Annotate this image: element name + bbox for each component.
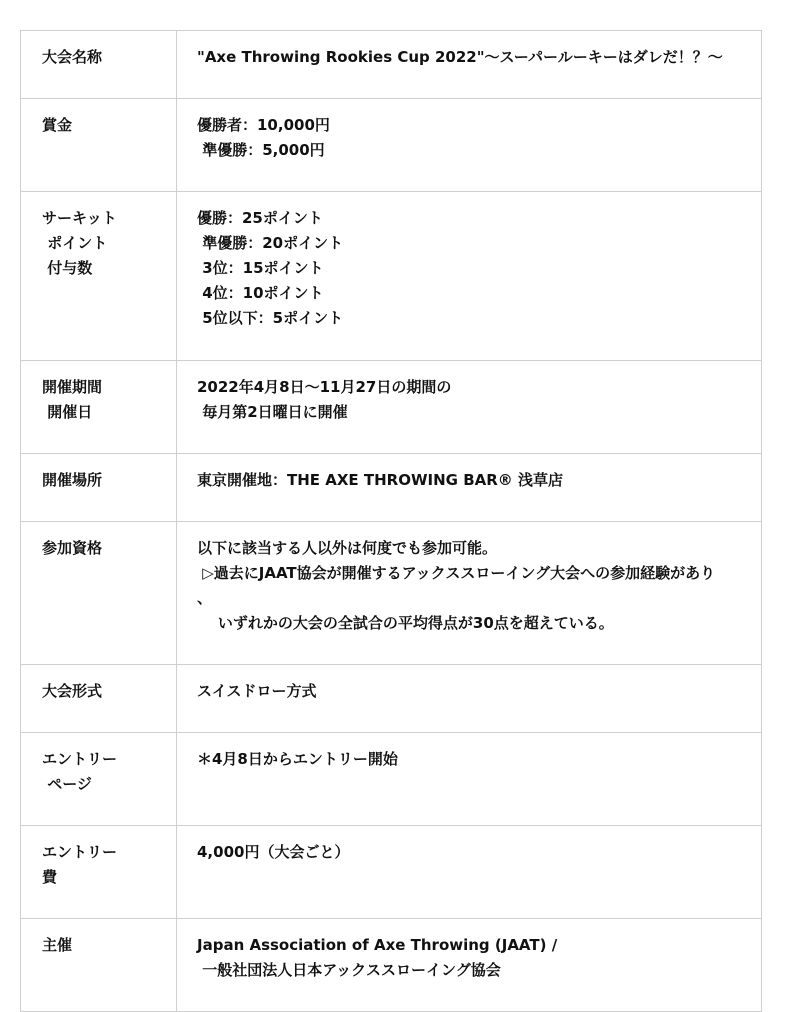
row-value-entry-page: [177, 733, 762, 826]
value-line: 毎月第2日曜日に開催: [197, 403, 348, 421]
row-value-circuit-points: [177, 192, 762, 361]
label-line: エントリー: [42, 843, 118, 861]
row-label-venue: [21, 454, 177, 522]
value-line: ＊4月8日からエントリー開始: [197, 750, 398, 768]
row-label-eligibility: [21, 522, 177, 665]
value-line: 2022年4月8日〜11月27日の期間の: [197, 378, 452, 396]
row-value-event-name: [177, 31, 762, 99]
label-line: 主催: [42, 936, 73, 954]
row-value-format: [177, 665, 762, 733]
row-value-eligibility: [177, 522, 762, 665]
value-line: 4位：10ポイント: [197, 284, 324, 302]
value-line: 5位以下：5ポイント: [197, 309, 344, 327]
value-line: スイスドロー方式: [197, 682, 317, 700]
label-line: 大会形式: [42, 682, 103, 700]
value-line: 優勝者：10,000円: [197, 116, 330, 134]
label-line: 費: [42, 868, 58, 886]
table-row-prize: [21, 99, 762, 192]
value-line: 3位：15ポイント: [197, 259, 324, 277]
value-line: 以下に該当する人以外は何度でも参加可能。: [197, 539, 498, 557]
row-label-circuit-points: [21, 192, 177, 361]
label-line: エントリー: [42, 750, 118, 768]
label-line: ポイント: [42, 234, 108, 252]
label-line: 賞金: [42, 116, 73, 134]
value-line: 優勝：25ポイント: [197, 209, 323, 227]
row-value-entry-fee: [177, 826, 762, 919]
row-label-prize: [21, 99, 177, 192]
table-row-circuit-points: [21, 192, 762, 361]
row-value-venue: [177, 454, 762, 522]
row-label-organizer: [21, 919, 177, 1012]
value-line: 一般社団法人日本アックススローイング協会: [197, 961, 501, 979]
label-line: 開催場所: [42, 471, 103, 489]
row-label-event-name: [21, 31, 177, 99]
row-value-organizer: [177, 919, 762, 1012]
row-value-prize: [177, 99, 762, 192]
table-row-event-name: [21, 31, 762, 99]
event-info-table: [20, 30, 762, 1012]
table-row-venue: [21, 454, 762, 522]
row-value-period: [177, 361, 762, 454]
table-row-format: [21, 665, 762, 733]
label-line: サーキット: [42, 209, 117, 227]
label-line: 開催期間: [42, 378, 103, 396]
value-line: ▷過去にJAAT協会が開催するアックススローイング大会への参加経験があり: [197, 564, 716, 582]
label-line: 大会名称: [42, 48, 103, 66]
label-line: ページ: [42, 775, 92, 793]
row-label-entry-page: [21, 733, 177, 826]
row-label-format: [21, 665, 177, 733]
value-line: "Axe Throwing Rookies Cup 2022"〜スーパールーキーはダレだ！？〜: [197, 48, 723, 66]
row-label-entry-fee: [21, 826, 177, 919]
value-line: 準優勝：20ポイント: [197, 234, 344, 252]
value-line: いずれかの大会の全試合の平均得点が30点を超えている。: [197, 614, 614, 632]
value-line: 東京開催地：THE AXE THROWING BAR® 浅草店: [197, 471, 564, 489]
label-line: 参加資格: [42, 539, 103, 557]
value-line: 4,000円（大会ごと）: [197, 843, 350, 861]
table-row-entry-fee: [21, 826, 762, 919]
value-line: 準優勝：5,000円: [197, 141, 325, 159]
table-row-organizer: [21, 919, 762, 1012]
table-row-entry-page: [21, 733, 762, 826]
label-line: 開催日: [42, 403, 93, 421]
label-line: 付与数: [42, 259, 93, 277]
table-row-eligibility: [21, 522, 762, 665]
value-line: Japan Association of Axe Throwing (JAAT) /: [197, 936, 558, 954]
table-row-period: [21, 361, 762, 454]
value-line: 、: [197, 589, 213, 607]
row-label-period: [21, 361, 177, 454]
